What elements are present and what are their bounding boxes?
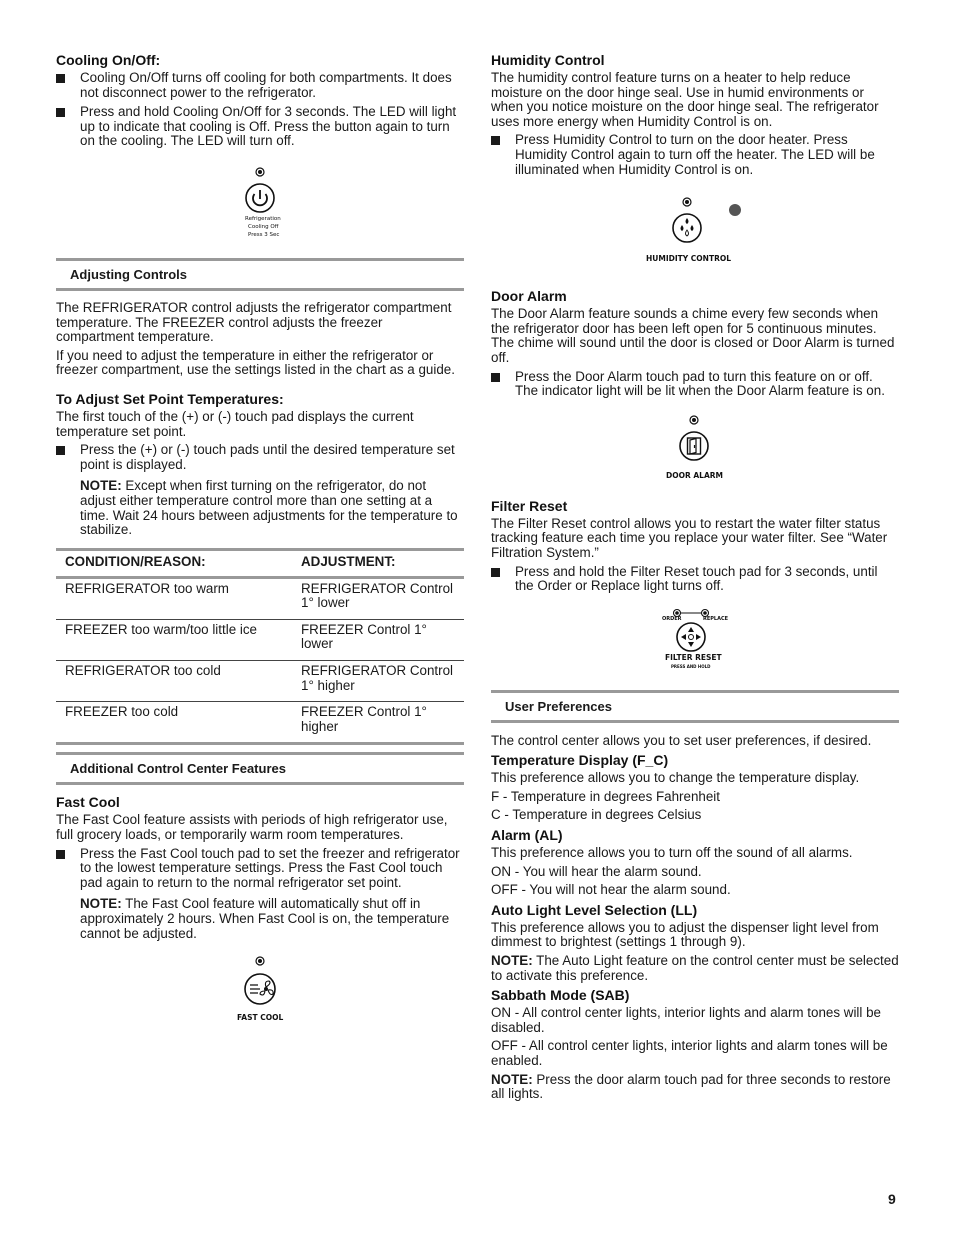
humidity-icon-figure: [491, 182, 899, 282]
light-note-label: NOTE:: [491, 953, 533, 969]
sabbath-heading: Sabbath Mode (SAB): [491, 987, 630, 1004]
light-heading: Auto Light Level Selection (LL): [491, 901, 698, 918]
filter-icon-sub: PRESS AND HOLD: [671, 663, 711, 669]
table-cell: FREEZER too warm/too little ice: [56, 619, 292, 660]
user-preferences-bar: User Preferences: [491, 690, 899, 723]
table-row: [56, 619, 464, 660]
setpoint-bullet-1: Press the (+) or (-) touch pads until the desired temperature set point is displayed.: [56, 443, 464, 472]
table-header-adjustment: ADJUSTMENT:: [292, 549, 464, 577]
table-cell: REFRIGERATOR too warm: [56, 577, 292, 619]
dooralarm-icon-figure: [491, 404, 899, 496]
table-cell: FREEZER Control 1° lower: [292, 619, 464, 660]
adjusting-p1: The REFRIGERATOR control adjusts the refrigerator compartment temperature. The FREEZER control adjusts the freezer compartment temperature.: [56, 299, 452, 345]
right-column: [491, 52, 899, 1106]
alarm-p1: This preference allows you to turn off the sound of all alarms.: [491, 845, 853, 861]
alarm-on: ON - You will hear the alarm sound.: [491, 863, 702, 879]
light-note-text: The Auto Light feature on the control center must be selected to activate this preference.: [491, 953, 899, 983]
humidity-p1: The humidity control feature turns on a heater to help reduce moisture on the door hinge seal. Use in humid environments or when you notice moisture on the door hinge seal. The refrigerator uses more energy when Humidity Control is on.: [491, 70, 879, 129]
userprefs-intro: The control center allows you to set user preferences, if desired.: [491, 732, 872, 748]
setpoint-note-label: NOTE:: [80, 478, 122, 494]
light-p1: This preference allows you to adjust the dispenser light level from dimmest to brightest (settings 1 through 9).: [491, 919, 879, 950]
cooling-bullet-2: Press and hold Cooling On/Off for 3 seconds. The LED will light up to indicate that cooling is Off. Press the button again to turn on the cooling. The LED will turn off.: [56, 105, 464, 149]
cooling-bullet-1: Cooling On/Off turns off cooling for both compartments. It does not disconnect power to the refrigerator.: [56, 71, 464, 100]
cooling-icon-label-2: Cooling Off: [248, 223, 279, 230]
table-row: [56, 577, 464, 619]
setpoint-note-text: Except when first turning on the refrigerator, do not adjust either temperature control more than one setting at a time. Wait 24 hours between adjustments for the temperature to stabilize.: [80, 478, 458, 538]
fastcool-heading: Fast Cool: [56, 794, 120, 811]
cooling-icon-figure: [56, 154, 464, 254]
temp-display-c: C - Temperature in degrees Celsius: [491, 807, 702, 823]
table-cell: FREEZER too cold: [56, 702, 292, 744]
humidity-drops-icon: [667, 196, 747, 246]
adjustment-table: [56, 548, 464, 746]
door-icon: [674, 414, 714, 464]
sabbath-note: [491, 1073, 899, 1102]
table-row: [56, 702, 464, 744]
power-icon: [240, 166, 280, 214]
filter-bullet-1: Press and hold the Filter Reset touch pad for 3 seconds, until the Order or Replace light turns off.: [491, 565, 899, 594]
table-header-condition: CONDITION/REASON:: [56, 549, 292, 577]
filter-icon-replace: REPLACE: [703, 615, 729, 622]
filter-icon-label: FILTER RESET: [665, 652, 722, 662]
fastcool-icon-figure: [56, 941, 464, 1023]
dooralarm-bullet-1: Press the Door Alarm touch pad to turn this feature on or off. The indicator light will be lit when the Door Alarm feature is on.: [491, 370, 899, 399]
table-cell: REFRIGERATOR Control 1° higher: [292, 661, 464, 702]
cooling-icon-label-1: Refrigeration: [245, 215, 281, 222]
sabbath-on: ON - All control center lights, interior lights and alarm tones will be disabled.: [491, 1005, 881, 1035]
setpoint-note: [56, 479, 464, 537]
temp-display-p1: This preference allows you to change the temperature display.: [491, 770, 860, 786]
setpoint-heading: To Adjust Set Point Temperatures:: [56, 390, 284, 407]
alarm-off: OFF - You will not hear the alarm sound.: [491, 882, 731, 898]
alarm-heading: Alarm (AL): [491, 827, 563, 844]
filter-p1: The Filter Reset control allows you to restart the water filter status tracking feature each time you replace your water filter. See “Water Filtration System.”: [491, 515, 888, 560]
adjusting-controls-bar: Adjusting Controls: [56, 258, 464, 291]
fan-snowflake-icon: [240, 955, 280, 1007]
humidity-heading: Humidity Control: [491, 52, 605, 68]
table-header-row: [56, 549, 464, 577]
humidity-icon-label: HUMIDITY CONTROL: [646, 254, 731, 264]
filter-icon-order: ORDER: [662, 615, 682, 622]
sabbath-note-text: Press the door alarm touch pad for three seconds to restore all lights.: [491, 1071, 891, 1102]
fastcool-bullet-1: Press the Fast Cool touch pad to set the freezer and refrigerator to the lowest temperature settings. Press the Fast Cool touch pad again to return to the normal refrigerator set point.: [56, 847, 464, 891]
filter-icon-figure: [491, 599, 899, 689]
table-cell: REFRIGERATOR too cold: [56, 661, 292, 702]
left-column: [56, 52, 464, 1023]
table-row: [56, 661, 464, 702]
table-cell: REFRIGERATOR Control 1° lower: [292, 577, 464, 619]
dooralarm-icon-label: DOOR ALARM: [666, 470, 723, 480]
fastcool-p1: The Fast Cool feature assists with periods of high refrigerator use, full grocery loads, or temporarily warm room temperatures.: [56, 812, 448, 843]
adjusting-p2: If you need to adjust the temperature in either the refrigerator or freezer compartment, use the settings listed in the chart as a guide.: [56, 347, 455, 378]
humidity-bullet-1: Press Humidity Control to turn on the door heater. Press Humidity Control again to turn off the heater. The LED will be illuminated when Humidity Control is on.: [491, 133, 899, 177]
setpoint-p1: The first touch of the (+) or (-) touch pad displays the current temperature set point.: [56, 408, 414, 439]
sabbath-off: OFF - All control center lights, interior lights and alarm tones will be enabled.: [491, 1038, 888, 1068]
filter-heading: Filter Reset: [491, 497, 568, 514]
fastcool-note-label: NOTE:: [80, 896, 122, 912]
light-note: [491, 954, 899, 983]
fastcool-icon-label: FAST COOL: [237, 1013, 284, 1023]
additional-features-bar: Additional Control Center Features: [56, 752, 464, 785]
fastcool-note: [56, 897, 464, 941]
cooling-heading: Cooling On/Off:: [56, 52, 161, 68]
sabbath-note-label: NOTE:: [491, 1071, 533, 1087]
dooralarm-heading: Door Alarm: [491, 288, 567, 305]
cooling-icon-label-3: Press 3 Sec: [248, 231, 280, 238]
fastcool-note-text: The Fast Cool feature will automatically shut off in approximately 2 hours. When Fast Cool is on, the temperature cannot be adjusted.: [80, 896, 450, 941]
temp-display-heading: Temperature Display (F_C): [491, 752, 669, 769]
temp-display-f: F - Temperature in degrees Fahrenheit: [491, 788, 720, 804]
page-number: 9: [888, 1191, 896, 1207]
table-cell: FREEZER Control 1° higher: [292, 702, 464, 744]
dooralarm-p1: The Door Alarm feature sounds a chime every few seconds when the refrigerator door has been left open for 5 continuous minutes. The chime will sound until the door is closed or Door Alarm is turned off.: [491, 306, 895, 365]
